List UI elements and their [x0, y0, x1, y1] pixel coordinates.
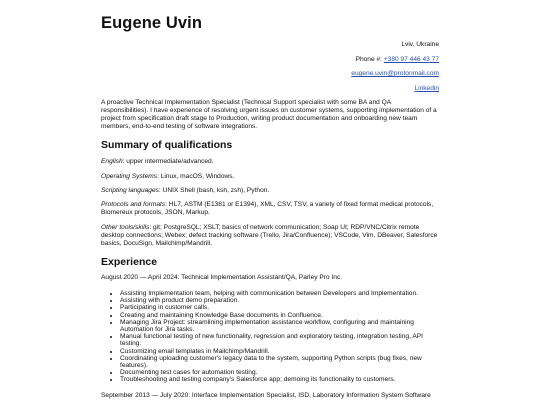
qualifications-heading: Summary of qualifications [101, 139, 233, 151]
contact-block [101, 41, 439, 99]
qualification-label: Other tools/skills [101, 224, 150, 231]
qualification-text: : upper intermediate/advanced. [122, 158, 214, 165]
list-item: • Creating and maintaining Knowledge Base documents in Confluence. [120, 312, 439, 319]
qualification-text: : Linux, macOS, Windows. [157, 173, 235, 180]
phone-label: Phone #: [355, 55, 382, 63]
qualification-english [101, 158, 439, 166]
phone-line [101, 56, 439, 71]
linkedin-link[interactable]: Linkedin [414, 84, 439, 92]
list-item: • Customizing email templates in Mailchimp/Mandrill. [120, 348, 439, 355]
qualification-label: Scripting languages [101, 187, 159, 194]
job-title-isd: September 2013 — July 2020: Interface Implementation Specialist, ISD, Laboratory Information System Software [101, 392, 431, 399]
email-line [101, 70, 439, 85]
location: Lviv, Ukraine [401, 41, 439, 48]
qualification-label: English [101, 158, 123, 165]
job-title-parley: August 2020 — April 2024: Technical Implementation Assistant/QA, Parley Pro Inc. [101, 274, 343, 281]
list-item: • Assisting Implementation team, helping with communication between Developers and Implementation. [120, 290, 439, 297]
duties-list [101, 290, 439, 384]
list-item: • Manual functional testing of new functionality, regression and exploratory testing, integration testing, API testing. [120, 333, 439, 347]
list-item: • Participating in customer calls. [120, 304, 439, 311]
email-link[interactable]: eugene.uvin@protonmail.com [351, 70, 439, 77]
qualification-os [101, 173, 439, 181]
list-item: • Coordinating uploading customer's legacy data to the system, supporting Python scripts (bug fixes, new features). [120, 355, 439, 369]
qualification-other-tools [101, 224, 439, 248]
qualification-scripting [101, 187, 439, 195]
qualification-text: : HL7, ASTM (E1381 or E1394), XML, CSV, TSV, a variety of fixed format medical protocols, Biomereux protocols, JSON, Markup. [101, 201, 434, 216]
qualification-label: Protocols and formats [101, 201, 166, 208]
phone-link[interactable]: +380 97 446 43 77 [383, 55, 439, 63]
experience-heading: Experience [101, 256, 158, 268]
page-title: Eugene Uvin [101, 14, 203, 32]
linkedin-line [101, 85, 439, 100]
qualification-text: : UNIX Shell (bash, ksh, zsh), Python. [158, 187, 270, 194]
intro-paragraph: A proactive Technical Implementation Specialist (Technical Support specialist with some BA and QA responsibilities). I have experience of resolving urgent issues on customer systems, supporting implementation of a project from specification draft stage to Production, writing product documentation and onboarding new team members, end-to-end testing of software integrations. [101, 99, 437, 130]
list-item: • Assisting with product demo preparation. [120, 297, 439, 304]
list-item: • Documenting test cases for automation testing. [120, 369, 439, 376]
list-item: • Managing Jira Project: streamlining implementation assistance workflow, configuring and maintaining Automation for Jira tasks. [120, 319, 439, 333]
list-item: • Troubleshooting and testing company's Salesforce app; demoing its functionality to customers. [120, 376, 439, 383]
qualification-protocols [101, 201, 439, 217]
qualification-text: : git; PostgreSQL; XSLT; basics of network communication; Soap UI; RDP/VNC/Citrix remote desktop connections; Webex; defect tracking software (Trello, Jira/Confluence); VSCode, Vim, DBeaver, Salesforce basics, DocuSign, Mailchimp/Mandrill. [101, 224, 438, 247]
qualification-label: Operating Systems [101, 173, 158, 180]
